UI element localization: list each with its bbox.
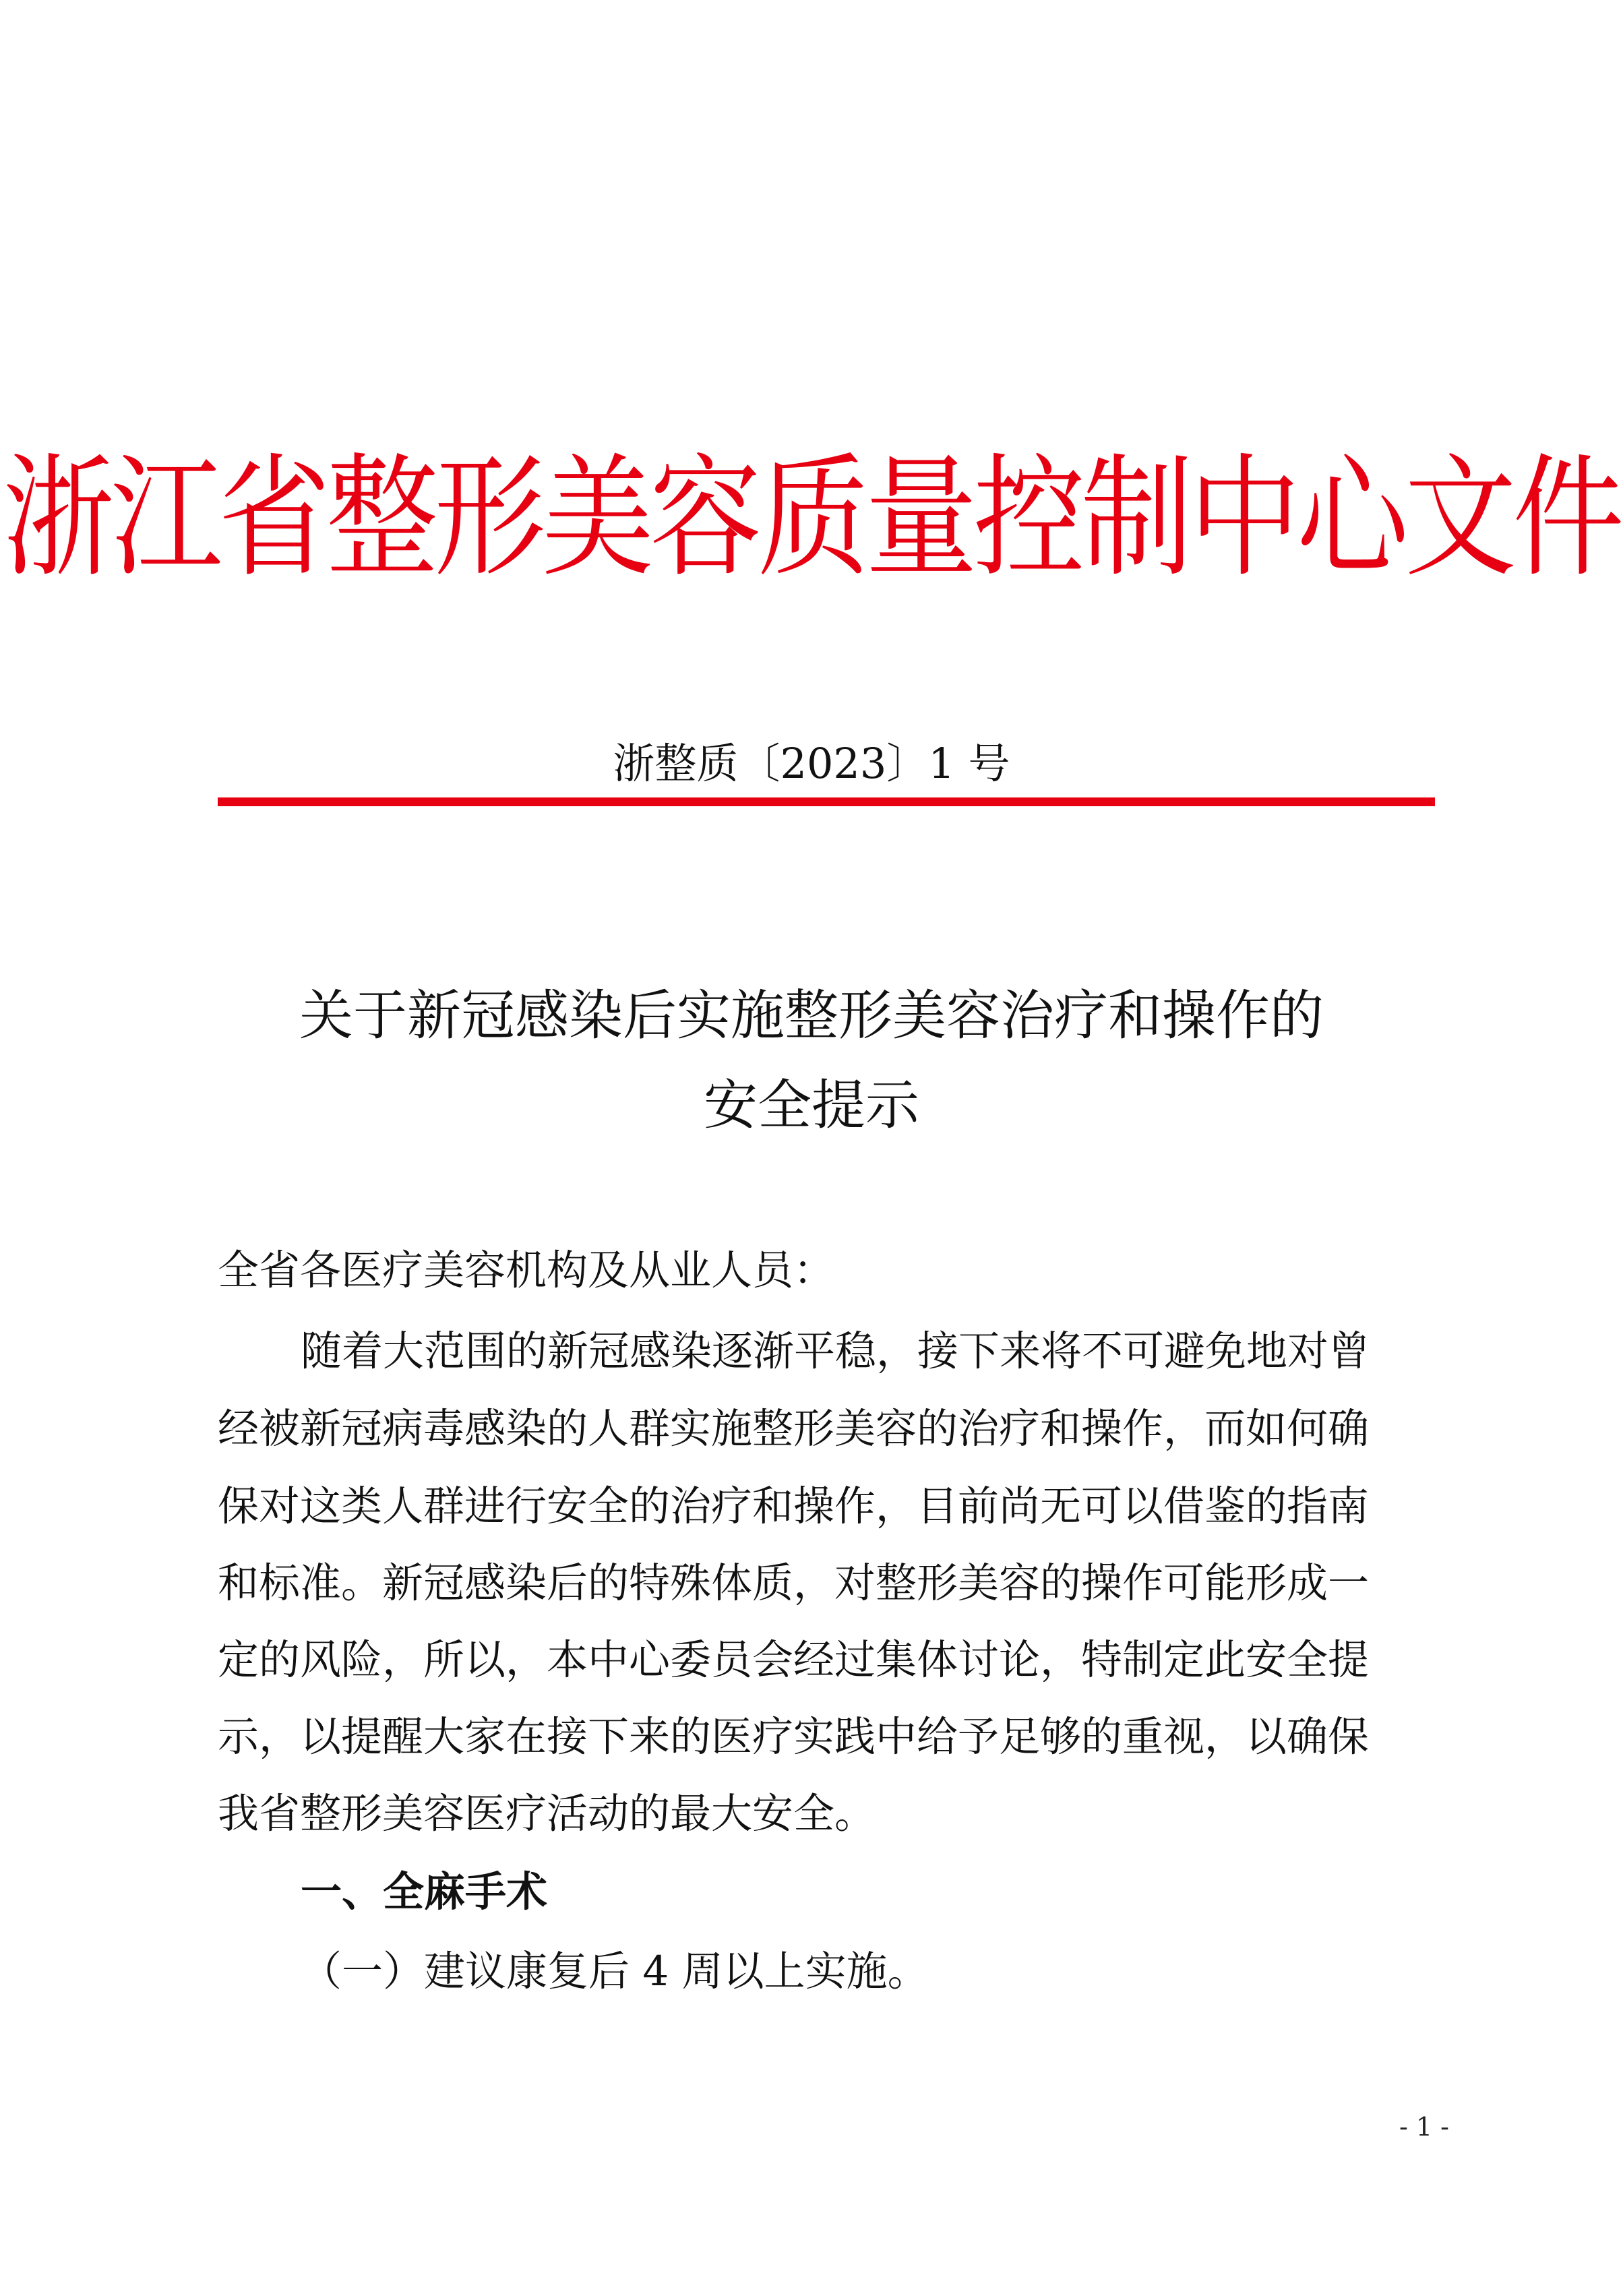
paragraph-line-3: 保对这类人群进行安全的治疗和操作，目前尚无可以借鉴的指南 [218, 1482, 1370, 1530]
masthead-title: 浙江省整形美容质量控制中心文件 [3, 442, 1620, 596]
paragraph-line-6: 示，以提醒大家在接下来的医疗实践中给予足够的重视，以确保 [218, 1713, 1370, 1761]
salutation: 全省各医疗美容机构及从业人员： [218, 1246, 835, 1294]
paragraph-line-4: 和标准。新冠感染后的特殊体质，对整形美容的操作可能形成一 [218, 1559, 1370, 1607]
paragraph-line-5: 定的风险，所以，本中心委员会经过集体讨论，特制定此安全提 [218, 1636, 1370, 1684]
paragraph-line-2: 经被新冠病毒感染的人群实施整形美容的治疗和操作，而如何确 [218, 1405, 1370, 1453]
list-item: （一）建议康复后 4 周以上实施。 [301, 1947, 929, 1995]
section-heading: 一、全麻手术 [301, 1868, 548, 1916]
paragraph-line-1: 随着大范围的新冠感染逐渐平稳，接下来将不可避免地对曾 [301, 1327, 1370, 1375]
paragraph-line-7: 我省整形美容医疗活动的最大安全。 [218, 1790, 876, 1838]
red-divider-line [218, 797, 1435, 806]
document-title-line-2: 安全提示 [704, 1074, 919, 1137]
document-title-line-1: 关于新冠感染后实施整形美容治疗和操作的 [299, 984, 1324, 1047]
document-number: 浙整质〔2023〕1 号 [613, 739, 1010, 788]
page-number: - 1 - [1399, 2112, 1449, 2142]
